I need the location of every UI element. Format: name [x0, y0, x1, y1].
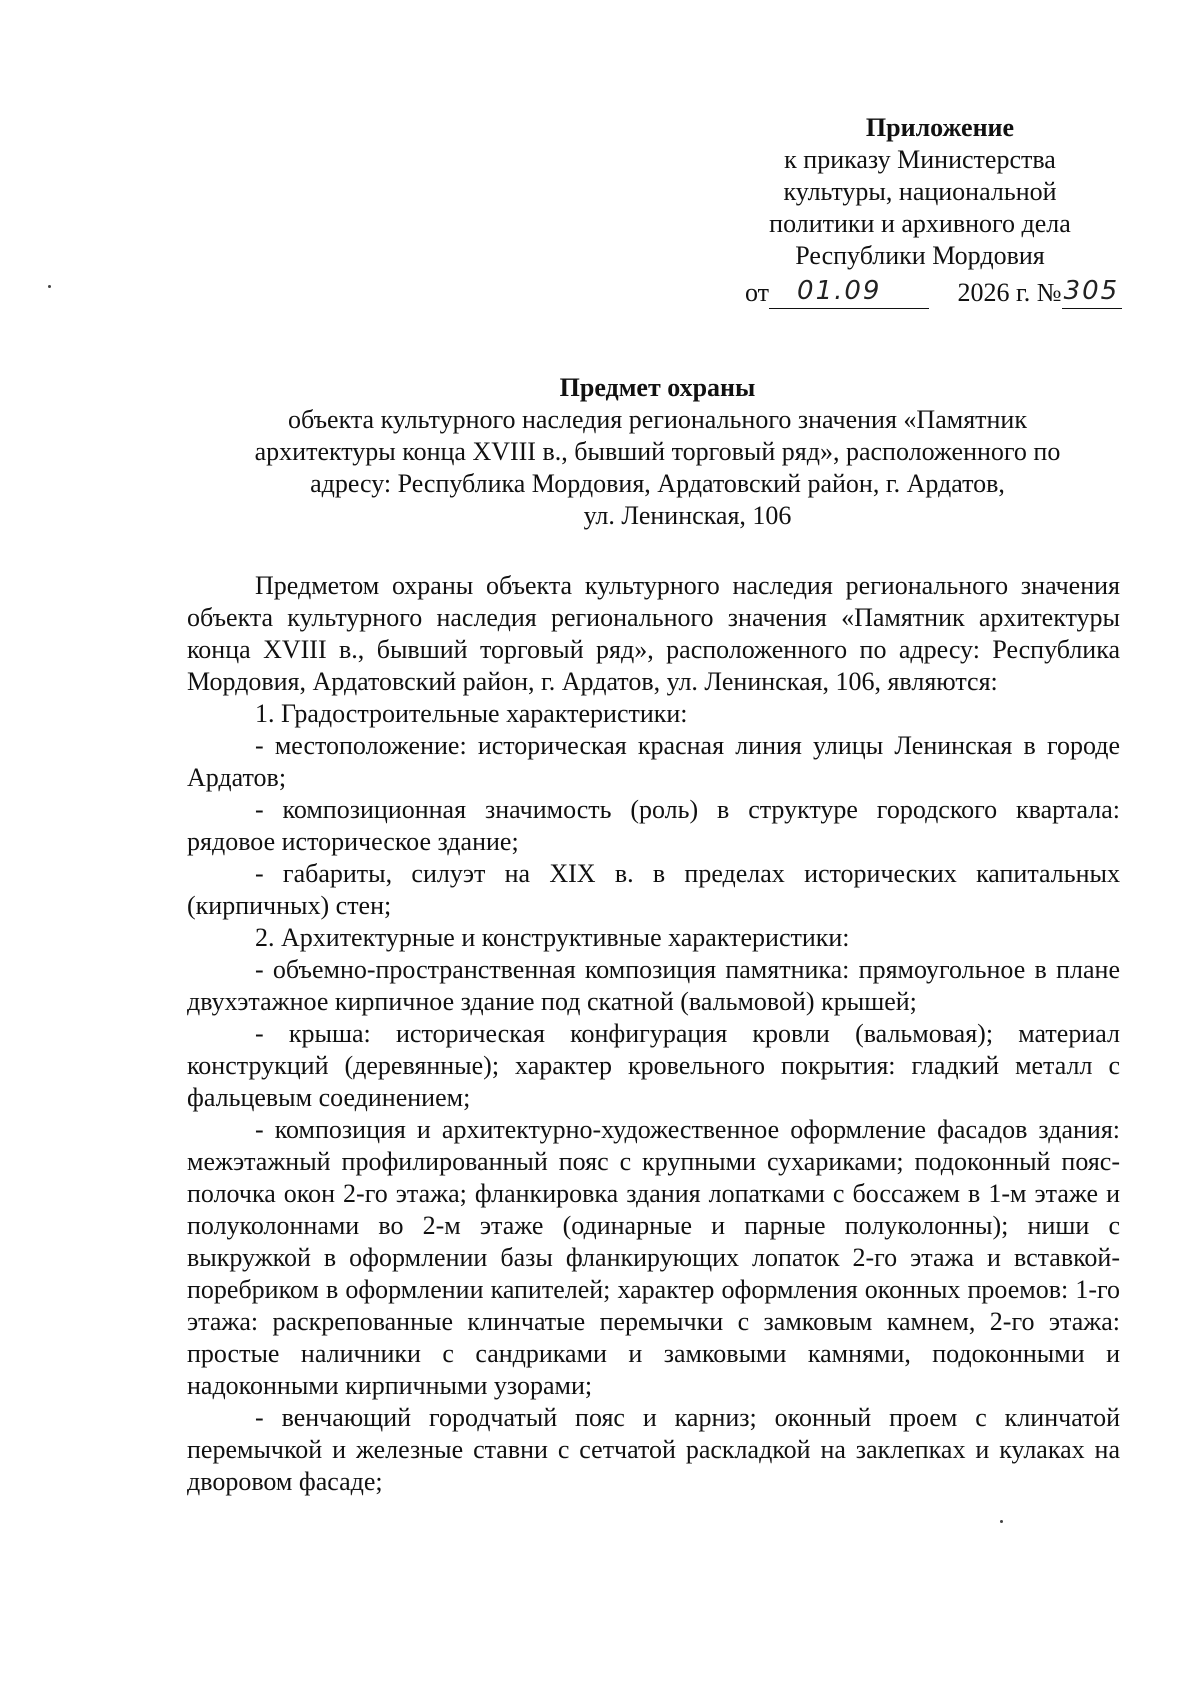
body-paragraph: Предметом охраны объекта культурного наследия регионального значения объекта культурного наследия регионального значения «Памятник архитектуры конца XVIII в., бывший торговый ряд», расположенного по адресу: Республика Мордовия, Ардатовский район, г. Ардатов, ул. Ленинская, 106, являются:	[187, 571, 1120, 696]
scan-speck	[1000, 1520, 1003, 1523]
year-text: 2026 г. №	[957, 278, 1062, 307]
appendix-line: Республики Мордовия	[795, 241, 1045, 270]
body-paragraph: - композиционная значимость (роль) в структуре городского квартала: рядовое историческое здание;	[187, 795, 1120, 856]
number-blank	[1062, 278, 1122, 309]
subject-line: архитектуры конца XVIII в., бывший торговый ряд», расположенного по	[254, 437, 1061, 466]
body-paragraph: - композиция и архитектурно-художественное оформление фасадов здания: межэтажный профилированный пояс с крупными сухариками; подоконный пояс-полочка окон 2-го этажа; фланкировка здания лопатками с боссажем в 1-м этаже и полуколоннами во 2-м этаже (одинарные и парные полуколонны); ниши с выкружкой в оформлении базы фланкирующих лопаток 2-го этажа и вставкой-поребриком в оформлении капителей; характер оформления оконных проемов: 1-го этажа: раскрепованные клинчатые перемычки с замковым камнем, 2-го этажа: простые наличники с сандриками и замковыми камнями, подоконными и надоконными кирпичными узорами;	[187, 1115, 1120, 1400]
date-blank	[769, 278, 929, 309]
subject-title: Предмет охраны	[559, 373, 756, 402]
body-paragraph: 2. Архитектурные и конструктивные характеристики:	[255, 923, 850, 952]
body-paragraph: - крыша: историческая конфигурация кровли (вальмовая); материал конструкций (деревянные); характер кровельного покрытия: гладкий металл с фальцевым соединением;	[187, 1019, 1120, 1112]
body-paragraph: - местоположение: историческая красная линия улицы Ленинская в городе Ардатов;	[187, 731, 1120, 792]
appendix-title: Приложение	[865, 113, 1015, 142]
body-paragraph: - габариты, силуэт на XIX в. в пределах исторических капитальных (кирпичных) стен;	[187, 859, 1120, 920]
handwritten-date: 01.09	[797, 276, 882, 306]
appendix-header	[730, 112, 1110, 272]
appendix-line: политики и архивного дела	[769, 209, 1071, 238]
body-paragraph: 1. Градостроительные характеристики:	[255, 699, 688, 728]
order-date-number-line	[745, 278, 1145, 309]
handwritten-number: 305	[1063, 276, 1120, 306]
date-prefix: от	[745, 278, 770, 307]
subject-line: ул. Ленинская, 106	[583, 501, 792, 530]
body-paragraph: - венчающий городчатый пояс и карниз; оконный проем с клинчатой перемычкой и железные ставни с сетчатой раскладкой на заклепках и кулаках на дворовом фасаде;	[187, 1403, 1120, 1496]
scan-speck	[48, 285, 51, 288]
subject-line: объекта культурного наследия регионального значения «Памятник	[288, 405, 1027, 434]
subject-block	[195, 372, 1120, 532]
appendix-line: к приказу Министерства	[784, 145, 1056, 174]
subject-line: адресу: Республика Мордовия, Ардатовский район, г. Ардатов,	[310, 469, 1005, 498]
body-paragraph: - объемно-пространственная композиция памятника: прямоугольное в плане двухэтажное кирпичное здание под скатной (вальмовой) крышей;	[187, 955, 1120, 1016]
appendix-line: культуры, национальной	[783, 177, 1057, 206]
document-body	[187, 570, 1120, 1498]
